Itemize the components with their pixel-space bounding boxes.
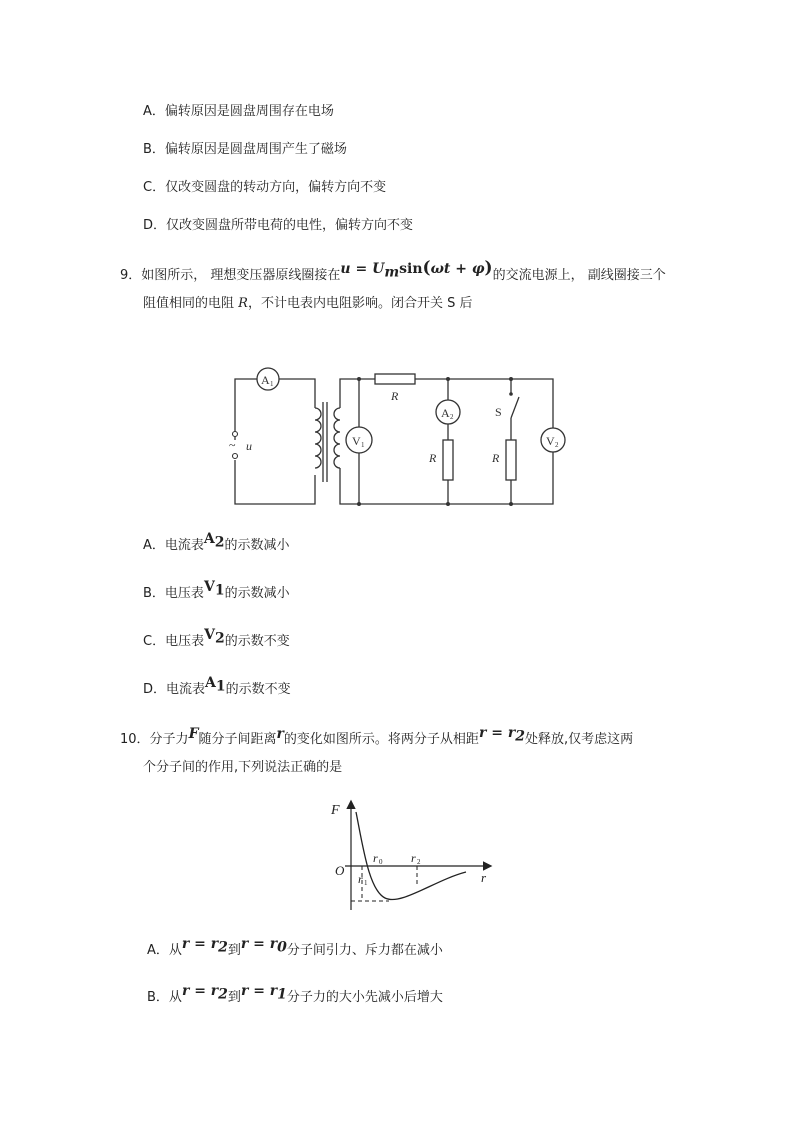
q8-option-c: C．仅改变圆盘的转动方向，偏转方向不变 — [143, 180, 387, 195]
svg-text:S: S — [495, 405, 502, 419]
q8-option-d: D．仅改变圆盘所带电荷的电性，偏转方向不变 — [143, 218, 414, 233]
svg-text:r: r — [411, 851, 416, 865]
svg-text:1: 1 — [270, 380, 274, 388]
graph-f-label: F — [331, 803, 340, 818]
q8-option-b: B．偏转原因是圆盘周围产生了磁场 — [143, 142, 347, 157]
q10-stem-line1: 10．分子力F随分子间距离r的变化如图所示。将两分子从相距$r = r_2$处释放,仅考虑这两 — [120, 725, 634, 747]
voltmeter-v1 — [346, 427, 372, 453]
q9-formula: $u = U_m\sin(\omega t + \varphi)$ — [340, 258, 493, 281]
graph-r0-label — [373, 851, 383, 866]
resistor-right-label: R — [492, 451, 500, 465]
graph-r1-label — [358, 872, 368, 887]
resistor-top-label: R — [391, 389, 399, 403]
svg-text:1: 1 — [364, 879, 368, 887]
voltmeter-v2 — [541, 428, 565, 452]
q9-option-d: D．电流表$A_1$的示数不变 — [143, 675, 291, 697]
q10-option-a: A．从$r = r_2$到$r = r_0$分子间引力、斥力都在减小 — [147, 936, 443, 958]
svg-text:0: 0 — [379, 858, 383, 866]
ac-tilde-label: ~ — [229, 438, 236, 452]
graph-origin-label: O — [335, 863, 345, 878]
graph-r-label: r — [481, 870, 487, 885]
svg-text:2: 2 — [555, 441, 559, 449]
ammeter-a1 — [257, 368, 279, 390]
svg-text:V: V — [546, 434, 555, 448]
q9-circuit-diagram — [220, 360, 570, 515]
svg-text:r: r — [358, 872, 363, 886]
svg-text:A: A — [441, 406, 450, 420]
graph-r2-label — [411, 851, 421, 866]
resistor-mid-label: R — [429, 451, 437, 465]
svg-text:2: 2 — [417, 858, 421, 866]
q10-force-graph — [325, 792, 500, 914]
q9-stem-line2: 阻值相同的电阻 R，不计电表内电阻影响。闭合开关 S 后 — [143, 296, 473, 311]
svg-text:2: 2 — [450, 413, 454, 421]
svg-text:A: A — [261, 373, 270, 387]
ac-u-label: u — [246, 439, 252, 453]
svg-text:r: r — [373, 851, 378, 865]
svg-text:1: 1 — [361, 441, 365, 449]
q9-option-c: C．电压表$V_2$的示数不变 — [143, 627, 290, 649]
ammeter-a2 — [436, 400, 460, 424]
q10-stem-line2: 个分子间的作用,下列说法正确的是 — [143, 760, 343, 775]
q9-option-b: B．电压表$V_1$的示数减小 — [143, 579, 290, 601]
q8-option-a: A．偏转原因是圆盘周围存在电场 — [143, 104, 334, 119]
q10-option-b: B．从$r = r_2$到$r = r_1$分子力的大小先减小后增大 — [147, 983, 443, 1005]
q9-option-a: A．电流表$A_2$的示数减小 — [143, 531, 290, 553]
q9-stem-line1: 9．如图所示， 理想变压器原线圈接在$u = U_m\sin(\omega t + \varphi)$的交流电源上， 副线圈接三个 — [120, 258, 666, 283]
switch-s — [495, 392, 519, 419]
svg-text:V: V — [352, 434, 361, 448]
